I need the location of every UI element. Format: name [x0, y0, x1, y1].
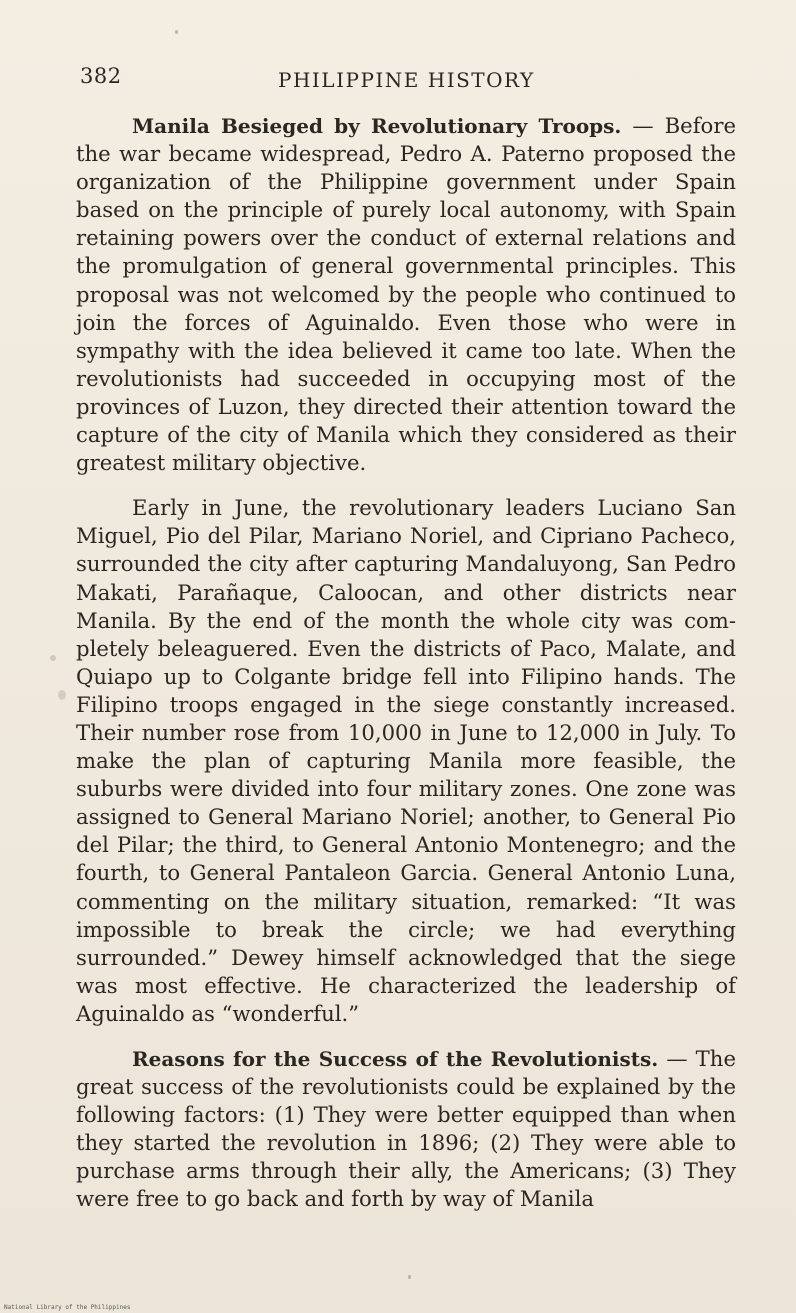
paper-speck [58, 690, 66, 700]
page-header [80, 64, 760, 98]
heading-dash: — [621, 113, 665, 138]
paragraph-early-june [76, 494, 736, 1028]
paragraph-text: The great success of the revolutionists could be explained by the following factors: (1) They were better equipped than when they started the revolution in 1896; (2) They were able to purchase arms through their ally, the Americans; (3) They were free to go back and forth by way of Manila [76, 1046, 736, 1212]
library-credit: National Library of the Philippines [4, 1304, 131, 1311]
running-head: PHILIPPINE HISTORY [278, 68, 535, 92]
heading-dash: — [658, 1046, 696, 1071]
paragraph-text: Early in June, the revolutionary leaders Luciano San Miguel, Pio del Pilar, Mariano Noriel, and Cipriano Pacheco, surrounded the city after capturing Mandaluyong, San Pedro Makati, Parañaque, Caloocan, and other districts near Manila. By the end of the month the whole city was completely beleaguered. Even the districts of Paco, Malate, and Quiapo up to Colgante bridge fell into Filipino hands. The Filipino troops engaged in the siege constantly increased. Their number rose from 10,000 in June to 12,000 in July. To make the plan of capturing Manila more feasible, the suburbs were divided into four military zones. One zone was assigned to General Mariano Noriel; another, to General Pio del Pilar; the third, to General Antonio Montenegro; and the fourth, to General Pantaleon Garcia. General Antonio Luna, commenting on the military situation, remarked: “It was impossible to break the circle; we had everything surrounded.” Dewey himself acknowledged that the siege was most effective. He characterized the leadership of Aguinaldo as “wonderful.” [76, 495, 736, 1026]
page-number: 382 [80, 64, 122, 88]
paragraph-manila-besieged [76, 112, 736, 477]
paper-speck [175, 30, 178, 34]
section-heading-reasons-success: Reasons for the Success of the Revolutionists. [132, 1047, 659, 1071]
body-text [76, 112, 736, 1214]
paragraph-reasons-success [76, 1045, 736, 1214]
paper-speck [50, 655, 56, 661]
section-heading-manila-besieged: Manila Besieged by Revolutionary Troops. [132, 114, 622, 138]
paper-speck [408, 1275, 411, 1279]
paragraph-text: Before the war became widespread, Pedro A. Paterno proposed the organization of the Philippine government under Spain based on the principle of purely local autonomy, with Spain retaining powers over the conduct of external relations and the promulgation of general governmental principles. This proposal was not welcomed by the people who continued to join the forces of Aguinaldo. Even those who were in sympathy with the idea believed it came too late. When the revolutionists had succeeded in occupying most of the provinces of Luzon, they directed their attention toward the capture of the city of Manila which they considered as their greatest military objective. [76, 113, 736, 476]
